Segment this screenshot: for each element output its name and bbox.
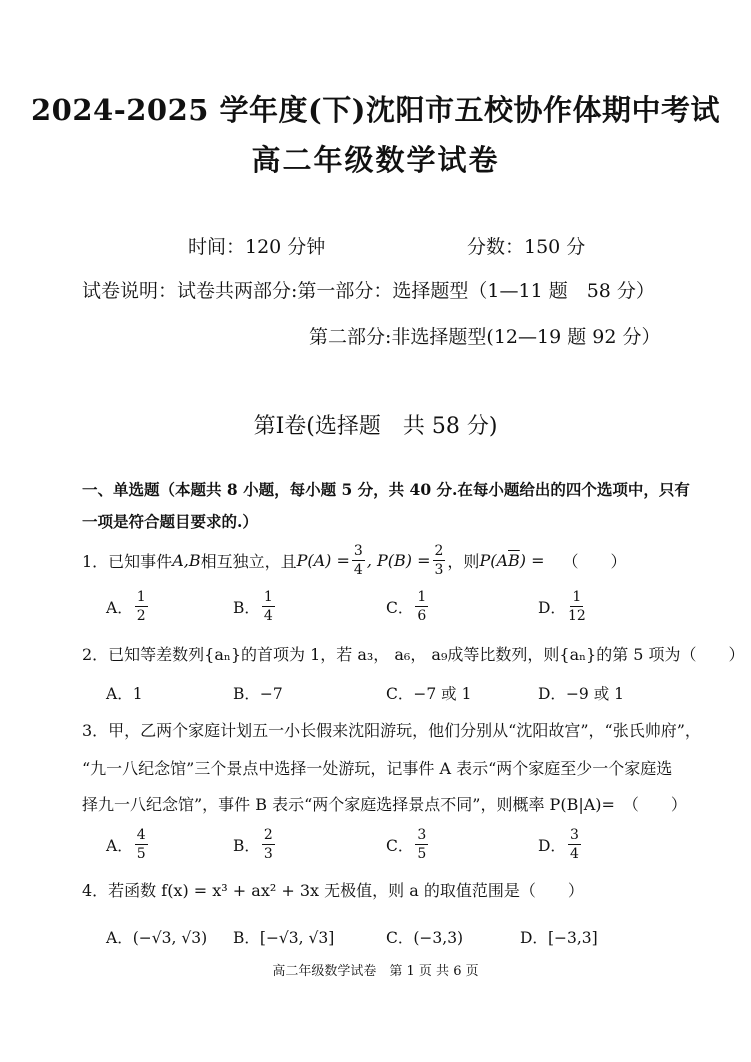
q2-option-d-label: D．: [538, 685, 566, 703]
exam-note-part2: 第二部分:非选择题型(12—19 题 92 分）: [309, 326, 661, 348]
question-3-line2: “九一八纪念馆”三个景点中选择一处游玩，记事件 A 表示“两个家庭至少一个家庭选: [82, 759, 673, 778]
q3-option-a-den: 5: [136, 846, 146, 862]
q2-option-d: [538, 682, 624, 704]
q1-option-a-den: 2: [136, 608, 146, 624]
q4-option-b-text: [−√3, √3]: [259, 929, 335, 947]
q2-option-c: [386, 682, 471, 704]
q1-target-a: P(A: [479, 550, 508, 570]
q3-option-c-den: 5: [417, 846, 427, 862]
q1-option-d-label: D．: [538, 598, 566, 617]
q4-option-b-label: B．: [233, 929, 260, 947]
q4-option-c-text: (−3,3): [413, 929, 464, 947]
exam-subtitle: 高二年级数学试卷: [251, 143, 500, 177]
q4-option-c-label: C．: [386, 929, 414, 947]
q3-option-b-den: 3: [263, 846, 273, 862]
q1-option-c: [386, 590, 430, 623]
q3-option-d-num: 3: [569, 827, 579, 843]
page-footer: 高二年级数学试卷 第 1 页 共 6 页: [272, 964, 479, 979]
q1-option-d-den: 12: [567, 608, 586, 624]
q1-fraction-pa: [352, 544, 365, 577]
question-1-stem: [82, 540, 627, 580]
section-title: 第Ⅰ卷(选择题 共 58 分): [253, 414, 498, 439]
q1-target-bbar: $\overline{B}$: [508, 550, 520, 570]
q3-option-a-num: 4: [136, 827, 146, 843]
q4-option-a-text: (−√3, √3): [132, 929, 208, 947]
q1-target-close: ) =: [519, 550, 545, 570]
q3-option-a: [106, 828, 150, 861]
q3-option-a-label: A．: [106, 836, 133, 855]
exam-time: 时间：120 分钟: [188, 236, 326, 258]
q1-option-b-num: 1: [263, 589, 273, 605]
instructions-line1: 一、单选题（本题共 8 小题，每小题 5 分，共 40 分.在每小题给出的四个选项中，只有: [82, 480, 690, 499]
q1-option-c-den: 6: [417, 608, 427, 624]
q1-option-c-frac: [415, 590, 428, 623]
q1-option-c-label: C．: [386, 598, 414, 617]
q3-option-b-label: B．: [233, 836, 260, 855]
q1-fraction-pb-den: 3: [434, 561, 444, 578]
q4-option-d-label: D．: [520, 929, 548, 947]
q1-option-a-frac: [135, 590, 148, 623]
q2-option-d-text: −9 或 1: [565, 685, 625, 703]
q4-option-d: [520, 926, 598, 948]
q3-option-b-frac: [262, 828, 275, 861]
q3-option-d-label: D．: [538, 836, 566, 855]
exam-score: 分数：150 分: [467, 236, 586, 258]
q1-text-f: ，则: [447, 551, 480, 571]
q1-fraction-pb-num: 2: [434, 542, 444, 559]
instructions-line2: 一项是符合题目要求的.）: [82, 512, 258, 531]
q3-option-b-num: 2: [263, 827, 273, 843]
q1-option-a: [106, 590, 150, 623]
q3-option-d-frac: [568, 828, 581, 861]
q1-pb: , P(B) =: [366, 550, 431, 570]
q3-option-a-frac: [135, 828, 148, 861]
q1-option-a-num: 1: [136, 589, 146, 605]
q1-fraction-pa-num: 3: [353, 542, 363, 559]
q2-option-c-text: −7 或 1: [413, 685, 472, 703]
q2-option-b: [233, 682, 283, 704]
q1-pa: P(A) =: [296, 550, 350, 570]
q3-option-b: [233, 828, 277, 861]
q1-text-a: 1．已知事件: [82, 551, 173, 571]
q1-fraction-pb: [433, 544, 446, 577]
q1-option-a-label: A．: [106, 598, 133, 617]
q3-option-c-num: 3: [417, 827, 427, 843]
q4-option-a-label: A．: [106, 929, 133, 947]
q1-option-d-frac: [568, 590, 586, 623]
question-2-stem: 2．已知等差数列{aₙ}的首项为 1，若 a₃， a₆， a₉成等比数列，则{aₙ}的第 5 项为（ ）: [82, 645, 745, 664]
q1-fraction-pa-den: 4: [353, 561, 363, 578]
q1-option-b: [233, 590, 277, 623]
question-3-line1: 3．甲，乙两个家庭计划五一小长假来沈阳游玩，他们分别从“沈阳故宫”，“张氏帅府”，: [82, 721, 701, 740]
q4-option-b: [233, 926, 334, 948]
q1-option-b-frac: [262, 590, 275, 623]
q1-option-d: [538, 590, 588, 623]
q3-option-c-frac: [415, 828, 428, 861]
question-4-stem: 4．若函数 f(x) = x³ + ax² + 3x 无极值，则 a 的取值范围是（ ）: [82, 881, 584, 900]
q3-option-c-label: C．: [386, 836, 414, 855]
q2-option-b-label: B．: [233, 685, 260, 703]
q1-option-b-den: 4: [263, 608, 273, 624]
exam-note-part1: 试卷说明：试卷共两部分:第一部分：选择题型（1—11 题 58 分）: [82, 280, 655, 302]
q2-option-a-text: 1: [132, 685, 143, 703]
q3-option-d: [538, 828, 583, 861]
q1-events: A,B: [172, 550, 201, 570]
q2-option-b-text: −7: [259, 685, 283, 703]
exam-title: 2024-2025 学年度(下)沈阳市五校协作体期中考试: [30, 93, 720, 127]
q2-option-a-label: A．: [106, 685, 133, 703]
q4-option-c: [386, 926, 463, 948]
q4-option-d-text: [−3,3]: [547, 929, 598, 947]
q1-option-b-label: B．: [233, 598, 260, 617]
q2-option-c-label: C．: [386, 685, 414, 703]
q2-option-a: [106, 682, 143, 704]
q1-answer-paren: （ ）: [562, 551, 627, 571]
q1-option-d-num: 1: [572, 589, 582, 605]
q1-option-c-num: 1: [417, 589, 427, 605]
q3-option-c: [386, 828, 430, 861]
q4-option-a: [106, 926, 207, 948]
question-3-line3: 择九一八纪念馆”，事件 B 表示“两个家庭选择景点不同”，则概率 P(B|A)= （ ）: [82, 795, 687, 814]
q1-text-c: 相互独立，且: [200, 551, 297, 571]
q3-option-d-den: 4: [569, 846, 579, 862]
